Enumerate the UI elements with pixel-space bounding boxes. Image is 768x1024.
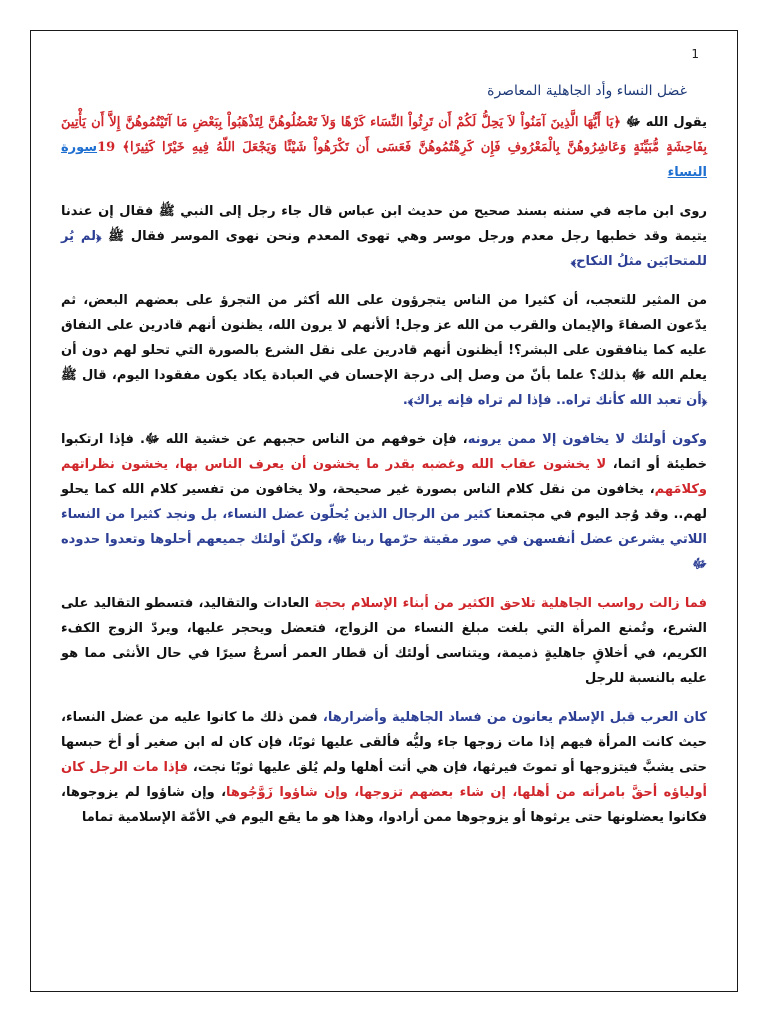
paragraph-text: ، فإن خوفهم من الناس حجبهم عن خشية الله ﷻ. فإذا ارتكبوا خطيئة أو اثما، <box>61 432 707 472</box>
paragraph-ibn-majah <box>61 199 707 274</box>
page-title: غضل النساء وأد الجاهلية المعاصرة <box>487 83 687 99</box>
paragraph-fear-of-people <box>61 427 707 577</box>
paragraph-text: روى ابن ماجه في سننه بسند صحيح من حديث ابن عباس قال جاء رجل إلى النبي ﷺ فقال إن عندنا يتيمة وقد خطبها رجل معدم ورجل موسر وهي تهوى المعدم ونحن نهوى الموسر فقال ﷺ <box>61 204 707 244</box>
paragraph-text: العادات والتقاليد، فتسطو التقاليد على الشرع، وتُمنع المرأة التي بلغت مبلغ النساء من الزواج، فتعضل ويحجر عليها، ويردّ الزوج الكفء الكريم، في أخلاقٍ جاهليةٍ ذميمة، ويتناسى أولئك أن قطار العمر أسرعُ سيرًا في حال الأنثى مما هو عليه بالنسبة للرجل <box>61 596 707 686</box>
highlight-text: فإذا مات الرجل كان أولياؤه أحقَّ بامرأته من أهلها، إن شاء بعضهم تزوجها، وإن شاؤوا زَوَّجُوها <box>61 760 708 800</box>
surah-link[interactable]: سورة النساء <box>61 140 707 180</box>
paragraph-text: ، يخافون من نقل كلام الناس بصورة غير صحيحة، ولا يخافون من تفسير كلام الله كما يحلو لهم.. وقد وُجد اليوم في مجتمعنا <box>61 482 707 522</box>
highlight-text: لا يخشون عقاب الله وغضبه بقدر ما يخشون أن يعرف الناس بها، يخشون نظراتهم وكلامَهم <box>61 457 707 497</box>
document-body <box>61 79 707 844</box>
document-page <box>30 30 738 992</box>
paragraph-pre-islam <box>61 705 707 830</box>
paragraph-text: من المثير للتعجب، أن كثيرا من الناس يتجرؤون على الله أكثر من التجرؤ على بعضهم البعض، ثم يدّعون الصفاءَ والإيمان والقرب من الله عز وجل! ألأنهم لا يرون الله، يظنون أنهم قادرين على النفاق عليه كما ينافقون على البشر؟! أيظنون أنهم قادرين على نقل الشرع بالصورة التي تحلو لهم دون أن يعلم الله ﷻ بذلك؟ علما بأنّ من وصل إلى درجة الإحسان في العبادة يكاد يكون مفقودا اليوم، قال ﷺ <box>61 293 707 383</box>
page-number: 1 <box>691 47 699 61</box>
paragraph-traditions <box>61 591 707 691</box>
highlight-text: وكون أولئك لا يخافون إلا ممن يرونه <box>467 432 707 447</box>
highlight-text: كان العرب قبل الإسلام يعانون من فساد الجاهلية وأضرارها، <box>317 710 707 725</box>
quran-verse: ﴿يَا أَيُّهَا الَّذِينَ آمَنُواْ لاَ يَحِلُّ لَكُمْ أَن تَرِثُواْ النِّسَاء كَرْهًا وَلاَ تَعْضُلُوهُنَّ لِتَذْهَبُواْ بِبَعْضِ مَا آتَيْتُمُوهُنَّ إِلاَّ أَن يَأْتِينَ بِفَاحِشَةٍ مُّبَيِّنَةٍ وَعَاشِرُوهُنَّ بِالْمَعْرُوفِ فَإِن كَرِهْتُمُوهُنَّ فَعَسَى أَن تَكْرَهُواْ شَيْئًا وَيَجْعَلَ اللّهُ فِيهِ خَيْرًا كَثِيرًا﴾ 19 <box>61 115 707 155</box>
hadith-quote: ﴿أن تعبد الله كأنك تراه.. فإذا لم تراه فإنه يراك﴾. <box>402 393 707 408</box>
highlight-text: فما زالت رواسب الجاهلية تلاحق الكثير من أبناء الإسلام بحجة <box>314 596 707 611</box>
paragraph-ihsan <box>61 288 707 413</box>
highlight-text: كثير من الرجال الذين يُحلّون عضل النساء، بل ونجد كثيرا من النساء اللاتي يشرعن عضل أنفسهن في صور مقيتة حرّمها ربنا ﷻ، ولكنّ أولئك جميعهم أحلوها وتعدوا حدوده ﷻ <box>61 507 707 572</box>
paragraph-text: ، وإن شاؤوا لم يزوجوها، فكانوا يعضلونها حتى يرثوها أو يزوجوها ممن أرادوا، وهذا هو ما يقع اليوم في الأمّة الإسلامية تماما <box>61 785 707 825</box>
hadith-quote: ﴿لم يُر للمتحابَين مثلُ النكاح﴾ <box>61 229 707 269</box>
paragraph-text: فمن ذلك ما كانوا عليه من عضل النساء، حيث كانت المرأة فيهم إذا مات زوجها جاء وليُّه فألقى عليها ثوبًا، فإن كان له ابن صغير أو أخ حبسها حتى يشبَّ فيتزوجها أو تموتَ فيرثها، فإن هي أتت أهلها ولم يُلق عليها ثوبًا نجت، <box>61 710 707 775</box>
verse-intro: يقول الله ﷻ <box>620 115 707 130</box>
paragraph-quran-verse <box>61 110 707 185</box>
